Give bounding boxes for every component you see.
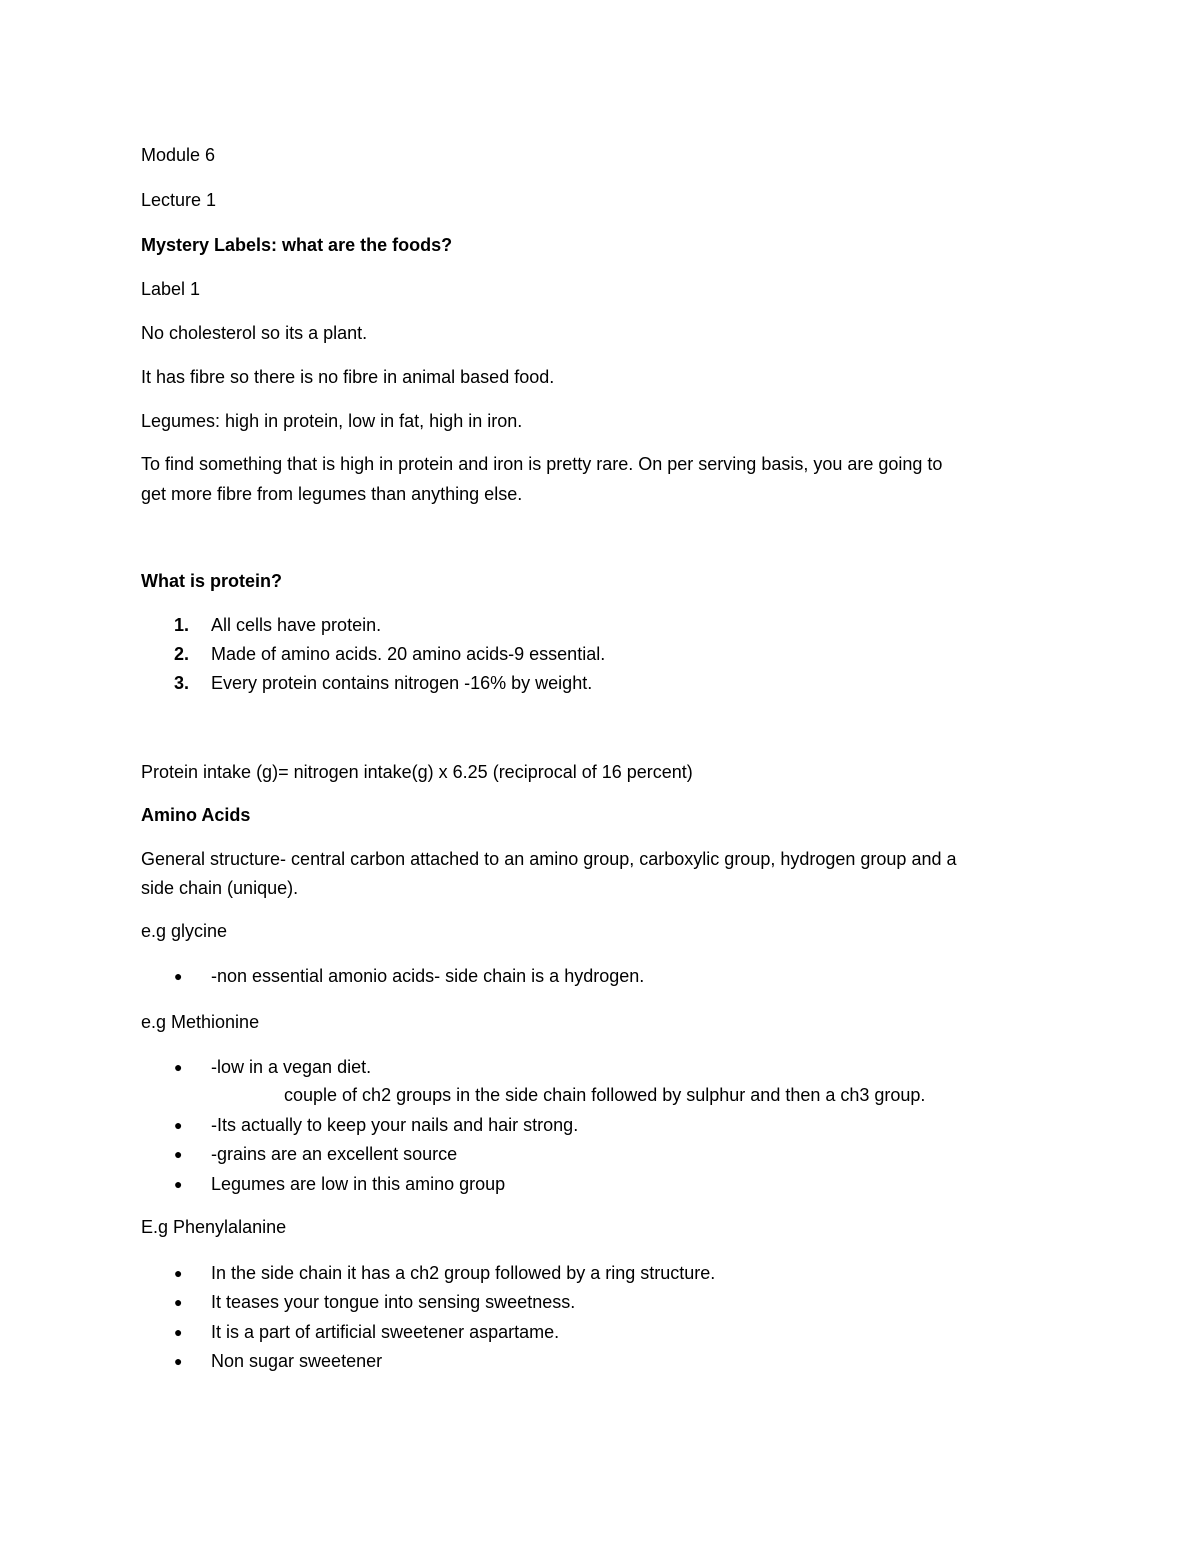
paragraph-cholesterol: No cholesterol so its a plant. bbox=[141, 323, 368, 343]
bullet-icon: ● bbox=[174, 1353, 183, 1369]
list-text: Made of amino acids. 20 amino acids-9 essential. bbox=[211, 644, 606, 664]
bullet-text: It is a part of artificial sweetener aspartame. bbox=[211, 1322, 560, 1342]
glycine-heading: e.g glycine bbox=[141, 921, 228, 941]
list-text: All cells have protein. bbox=[211, 615, 382, 635]
paragraph-legumes: Legumes: high in protein, low in fat, high in iron. bbox=[141, 411, 523, 431]
list-text: Every protein contains nitrogen -16% by weight. bbox=[211, 673, 593, 693]
bullet-text: In the side chain it has a ch2 group followed by a ring structure. bbox=[211, 1263, 716, 1283]
bullet-icon: ● bbox=[174, 1176, 183, 1192]
bullet-text: -non essential amonio acids- side chain is a hydrogen. bbox=[211, 966, 645, 986]
bullet-text: -grains are an excellent source bbox=[211, 1144, 458, 1164]
mystery-heading: Mystery Labels: what are the foods? bbox=[141, 235, 453, 255]
bullet-text: Non sugar sweetener bbox=[211, 1351, 383, 1371]
protein-heading: What is protein? bbox=[141, 571, 282, 591]
list-number: 1. bbox=[174, 615, 190, 635]
general-structure-line1: General structure- central carbon attached to an amino group, carboxylic group, hydrogen group and a bbox=[141, 849, 957, 869]
label-heading: Label 1 bbox=[141, 279, 201, 299]
bullet-icon: ● bbox=[174, 1117, 183, 1133]
bullet-text: -Its actually to keep your nails and hair strong. bbox=[211, 1115, 579, 1135]
module-title: Module 6 bbox=[141, 145, 216, 165]
bullet-icon: ● bbox=[174, 1324, 183, 1340]
paragraph-rare-line2: get more fibre from legumes than anything else. bbox=[141, 484, 523, 504]
phenylalanine-heading: E.g Phenylalanine bbox=[141, 1217, 287, 1237]
protein-formula: Protein intake (g)= nitrogen intake(g) x 6.25 (reciprocal of 16 percent) bbox=[141, 762, 693, 782]
bullet-icon: ● bbox=[174, 1265, 183, 1281]
list-number: 3. bbox=[174, 673, 190, 693]
bullet-icon: ● bbox=[174, 1146, 183, 1162]
bullet-text: It teases your tongue into sensing sweetness. bbox=[211, 1292, 576, 1312]
bullet-icon: ● bbox=[174, 968, 183, 984]
paragraph-fibre: It has fibre so there is no fibre in animal based food. bbox=[141, 367, 555, 387]
lecture-title: Lecture 1 bbox=[141, 190, 217, 210]
general-structure-line2: side chain (unique). bbox=[141, 878, 299, 898]
bullet-text: -low in a vegan diet. bbox=[211, 1057, 372, 1077]
methionine-heading: e.g Methionine bbox=[141, 1012, 260, 1032]
bullet-text: Legumes are low in this amino group bbox=[211, 1174, 506, 1194]
bullet-icon: ● bbox=[174, 1294, 183, 1310]
bullet-icon: ● bbox=[174, 1059, 183, 1075]
list-number: 2. bbox=[174, 644, 190, 664]
amino-heading: Amino Acids bbox=[141, 805, 251, 825]
paragraph-rare-line1: To find something that is high in protein and iron is pretty rare. On per serving basis, you are going to bbox=[141, 454, 943, 474]
bullet-continuation-text: couple of ch2 groups in the side chain followed by sulphur and then a ch3 group. bbox=[284, 1085, 926, 1105]
